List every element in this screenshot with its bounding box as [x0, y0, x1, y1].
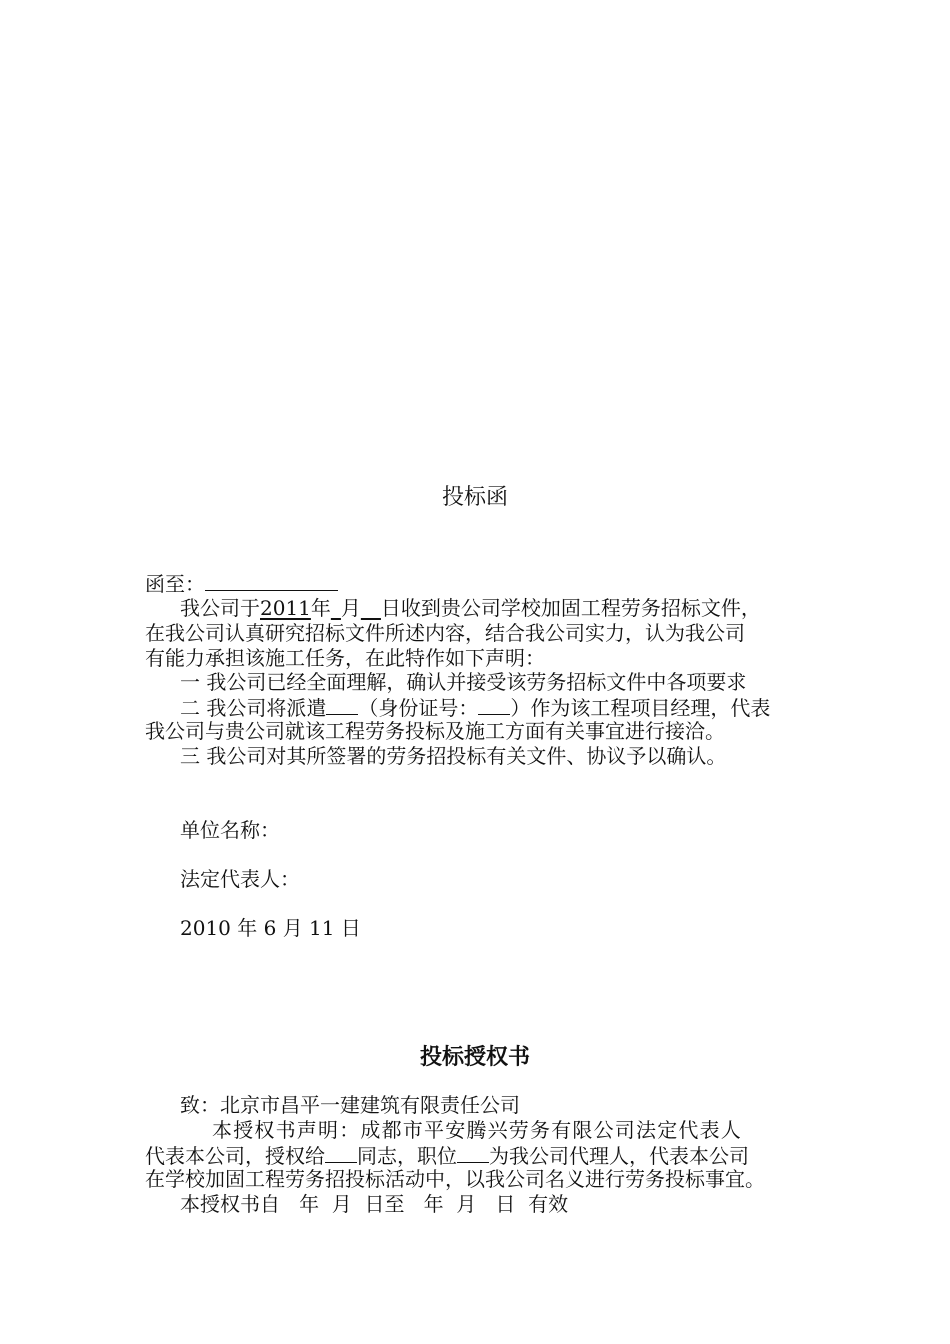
authorization-recipient: 致：北京市昌平一建建筑有限责任公司: [180, 1093, 520, 1117]
received-month-blank: _: [330, 596, 341, 620]
letter-title: 投标函: [441, 485, 508, 510]
statement-item-2: [180, 694, 770, 721]
agent-name-blank: [325, 1142, 357, 1163]
received-year: 2011: [260, 596, 311, 620]
month-suffix: 月: [340, 596, 361, 620]
statement-item-3: 三 我公司对其所签署的劳务招投标有关文件、协议予以确认。: [180, 744, 727, 768]
l2-a: 代表本公司，授权给: [145, 1144, 325, 1168]
item2-prefix: 二 我公司将派遣: [180, 696, 327, 720]
l2-b: 同志，职位: [357, 1144, 457, 1168]
authorization-line-3: 在学校加固工程劳务招投标活动中，以我公司名义进行劳务投标事宜。: [145, 1167, 765, 1191]
item2-suffix: ）作为该工程项目经理，代表: [510, 696, 771, 720]
l2-c: 为我公司代理人，代表本公司: [489, 1144, 749, 1168]
addressee-blank: [205, 570, 338, 591]
authorization-line-2: [145, 1142, 749, 1169]
manager-name-blank: [326, 694, 358, 715]
item2-mid: （身份证号：: [358, 696, 479, 720]
authorization-validity: 本授权书自 年 月 日至 年 月 日 有效: [180, 1192, 569, 1216]
letter-paragraph-line-2: 在我公司认真研究招标文件所述内容，结合我公司实力，认为我公司: [145, 621, 745, 645]
letter-paragraph-line-1: [180, 595, 761, 621]
p1-prefix: 我公司于: [180, 596, 260, 620]
statement-item-1: 一 我公司已经全面理解，确认并接受该劳务招标文件中各项要求: [180, 670, 747, 694]
statement-item-2-line-2: 我公司与贵公司就该工程劳务投标及施工方面有关事宜进行接洽。: [145, 719, 725, 743]
addressee-line: [145, 570, 338, 597]
id-number-blank: [478, 694, 510, 715]
authorization-line-1: 本授权书声明：成都市平安腾兴劳务有限公司法定代表人: [212, 1118, 742, 1142]
p1-rest: 日收到贵公司学校加固工程劳务招标文件，: [380, 596, 761, 620]
year-suffix: 年: [310, 596, 331, 620]
letter-date: 2010 年 6 月 11 日: [180, 916, 361, 940]
legal-representative-label: 法定代表人：: [180, 867, 300, 891]
authorization-title: 投标授权书: [419, 1044, 530, 1070]
letter-paragraph-line-3: 有能力承担该施工任务，在此特作如下声明：: [145, 646, 545, 670]
unit-name-label: 单位名称：: [180, 818, 280, 842]
agent-position-blank: [457, 1142, 489, 1163]
addressee-label: 函至：: [145, 572, 205, 596]
received-day-blank: __: [360, 596, 381, 620]
